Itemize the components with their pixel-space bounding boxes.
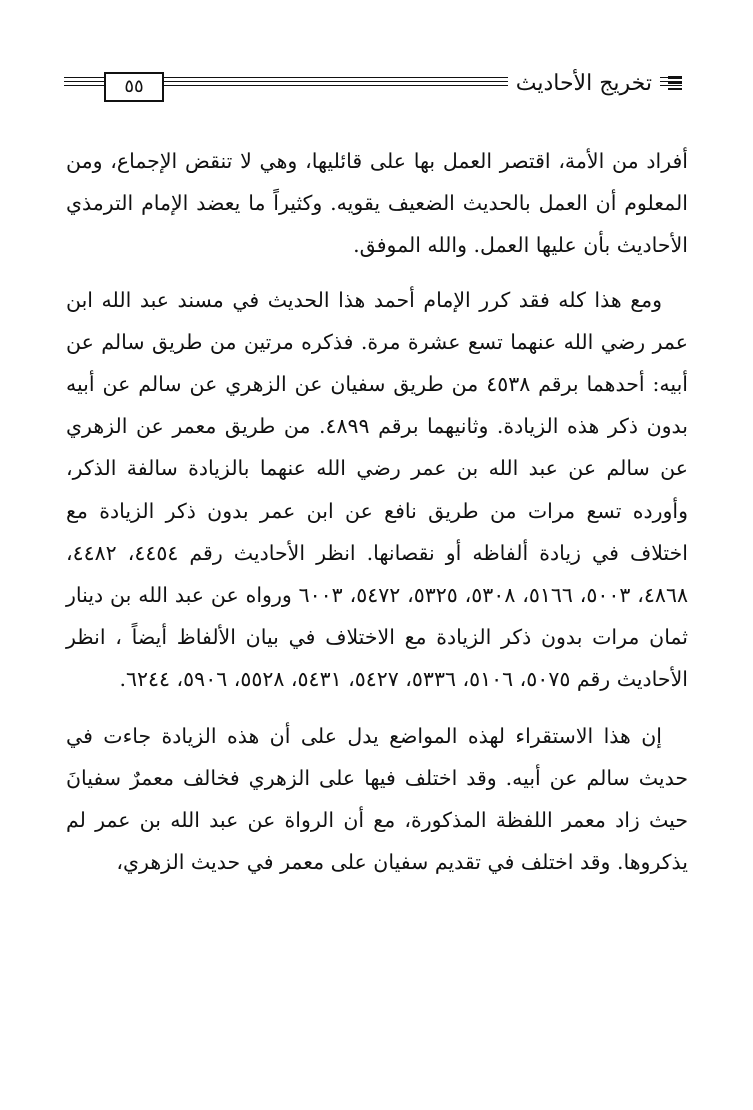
page-number: ٥٥ <box>104 72 164 102</box>
header-title: تخريج الأحاديث <box>508 66 660 102</box>
square-bullet-icon <box>668 76 682 90</box>
page-body <box>66 140 688 883</box>
paragraph: أفراد من الأمة، اقتصر العمل بها على قائليها، وهي لا تنقض الإجماع، ومن المعلوم أن العمل بالحديث الضعيف يقويه. وكثيراً ما يعضد الإمام الترمذي الأحاديث بأن عليها العمل. والله الموفق. <box>66 149 688 258</box>
paragraph: ومع هذا كله فقد كرر الإمام أحمد هذا الحديث في مسند عبد الله ابن عمر رضي الله عنهما تسع عشرة مرة. فذكره مرتين من طريق سالم عن أبيه: أحدهما برقم ٤٥٣٨ من طريق سفيان عن الزهري عن سالم عن أبيه بدون ذكر هذه الزيادة. وثانيهما برقم ٤٨٩٩. من طريق معمر عن الزهري عن سالم عن عبد الله بن عمر رضي الله عنهما بالزيادة سالفة الذكر، وأورده تسع مرات من طريق نافع عن ابن عمر بدون ذكر الزيادة مع اختلاف في زيادة ألفاظه أو نقصانها. انظر الأحاديث رقم ٤٤٥٤، ٤٤٨٢، ٤٨٦٨، ٥٠٠٣، ٥١٦٦، ٥٣٠٨، ٥٣٢٥، ٥٤٧٢، ٦٠٠٣ ورواه عن عبد الله بن دينار ثمان مرات بدون ذكر الزيادة مع الاختلاف في بيان الألفاظ أيضاً ، انظر الأحاديث رقم ٥٠٧٥، ٥١٠٦، ٥٣٣٦، ٥٤٢٧، ٥٤٣١، ٥٥٢٨، ٥٩٠٦، ٦٢٤٤. <box>66 287 688 692</box>
running-header <box>64 62 682 106</box>
paragraph: إن هذا الاستقراء لهذه المواضع يدل على أن هذه الزيادة جاءت في حديث سالم عن أبيه. وقد اختلف فيها على الزهري فخالف معمرٌ سفيانَ حيث زاد معمر اللفظة المذكورة، مع أن الرواة عن عبد الله بن عمر لم يذكروها. وقد اختلف في تقديم سفيان على معمر في حديث الزهري، <box>66 723 688 875</box>
